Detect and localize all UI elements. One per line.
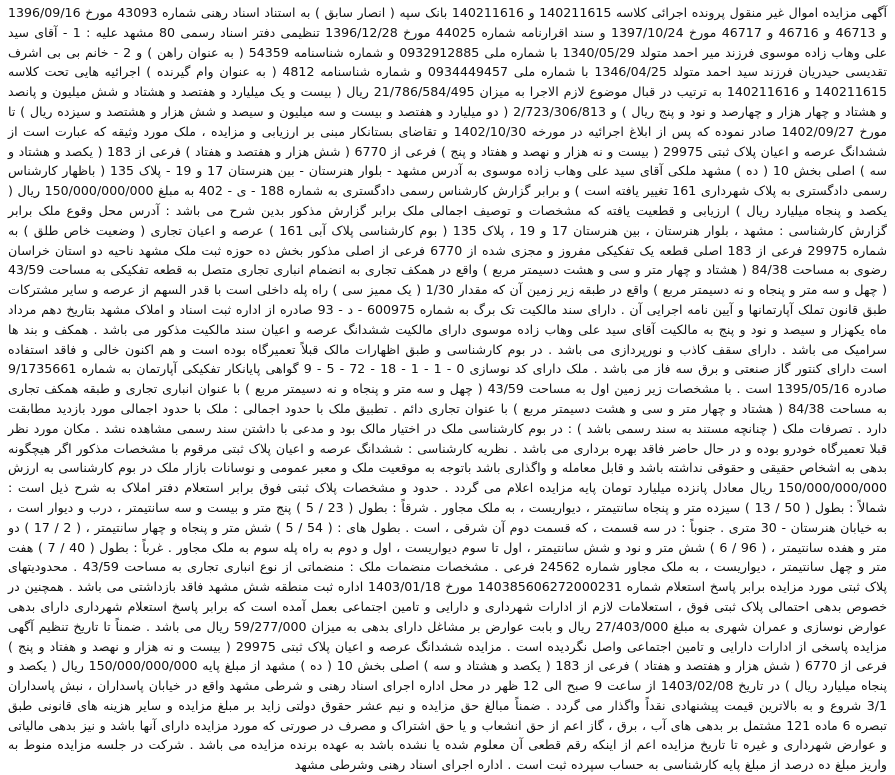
auction-notice-text: آگهی مزایده اموال غیر منقول پرونده اجرائی کلاسه 140211615 و 140211616 بانک سپه ( انصار سابق ) به استناد اسناد رهنی شماره 43093 مورخ 1396/09/16 و 46713 و 46716 و 46717 مورخ 1397/10/24 و سند اقرارنامه شماره 44025 مورخ 1396/12/28 تنظیمی دفتر اسناد رسمی 80 مشهد علیه : 1 - آقای سید علی وهاب زاده موسوی فرزند میر احمد متولد 1340/05/29 با شماره ملی 0932912885 و شماره شناسنامه 54359 ( به عنوان راهن ) و 2 - خانم بی بی اشرف تقدیسی حیدریان فرزند سید احمد متولد 1346/04/25 با شماره ملی 0934449457 و شماره شناسنامه 4812 ( به عنوان وام گیرنده ) اجرائیه هایی تحت کلاسه 140211615 و 140211616 به ترتیب در قبال موضوع لازم الاجرا به میزان 21/786/584/495 ریال ( بیست و یک میلیارد و هفتصد و هشتاد و شش میلیون و پانصد و هشتاد و چهار هزار و چهارصد و نود و پنج ریال ) و 2/723/306/813 ( دو میلیارد و هفتصد و بیست و سه میلیون و سیصد و شش هزار و هشتصد و سیزده ریال ) تا مورخ 1402/09/27 صادر نموده که پس از ابلاغ اجرائیه در مورخه 1402/10/30 و تقاضای بستانکار مبنی بر ارزیابی و مزایده ، ملک مورد وثیقه که عبارت است از ششدانگ عرصه و اعیان پلاک ثبتی 29975 ( بیست و نه هزار و نهصد و هفتاد و پنج ) فرعی از 6770 ( شش هزار و هفتصد و هفتاد ) فرعی از 183 ( یکصد و هشتاد و سه ) اصلی بخش 10 ( ده ) مشهد ملکی آقای سید علی وهاب زاده موسوی به آدرس مشهد - بلوار هنرستان - بین هنرستان 17 و 19 - پلاک 135 ( باظهار کارشناس رسمی دادگستری به پلاک شهرداری 161 تغییر یافته است ) و برابر گزارش کارشناس رسمی دادگستری به شماره 188 - ی - 402 به مبلغ 150/000/000/000 ریال ( یکصد و پنجاه میلیارد ریال ) ارزیابی و قطعیت یافته که مشخصات و توصیف اجمالی ملک برابر گزارش مذکور بدین شرح می باشد : آدرس محل وقوع ملک برابر گزارش کارشناسی : مشهد ، بلوار هنرستان ، بین هنرستان 17 و 19 ، پلاک 135 ( بوم کارشناسی پلاک آبی 161 ) عرصه و اعیان تجاری ( وضعیت خاص طلق ) به شماره 29975 فرعی از 183 اصلی قطعه یک تفکیکی مفروز و مجزی شده از 6770 فرعی از اصلی مذکور بخش ده حوزه ثبت ملک مشهد ناحیه دو استان خراسان رضوی به مساحت 84/38 ( هشتاد و چهار متر و سی و هشت دسیمتر مربع ) واقع در همکف تجاری به انضمام انباری تجاری متصل به قطعه تفکیکی به مساحت 43/59 ( چهل و سه متر و پنجاه و نه دسیمتر مربع ) واقع در طبقه زیر زمین آن که مقدار 1/30 ( یک ممیز سی ) راه پله داخلی است با قدر السهم از عرصه و سایر مشترکات طبق قانون تملک آپارتمانها و آیین نامه اجرایی آن . دارای سند مالکیت تک برگ به شماره 600975 - د - 93 صادره از اداره ثبت اسناد و املاک مشهد بتاریخ دهم مرداد ماه یکهزار و سیصد و نود و پنج به مالکیت آقای سید علی وهاب زاده موسوی دارای مالکیت ششدانگ عرصه و اعیان سند مالکیت مذکور می باشد . همکف و بند ها سرامیک می باشد . دارای سقف کاذب و نورپردازی می باشد . در بوم کارشناسی و طبق اظهارات مالک قبلاً تعمیرگاه بوده است و هم اکنون خالی و فاقد استفاده است دارای کنتور گاز صنعتی و برق سه فاز می باشد . ملک دارای کد نوسازی 0 - 1 - 1 - 18 - 72 - 5 - 9 گواهی پایانکار تفکیکی آپارتمان به شماره 9/1735661 صادره 1395/05/16 است . با مشخصات زیر زمین اول به مساحت 43/59 ( چهل و سه متر و پنجاه و نه دسیمتر مربع ) با عنوان انباری تجاری و طبقه همکف تجاری به مساحت 84/38 ( هشتاد و چهار متر و سی و هشت دسیمتر مربع ) با عنوان تجاری دائم . تطبیق ملک با حدود اجمالی : ملک با حدود اجمالی مورد بازدید مطابقت دارد . تصرفات ملک ( چنانچه مستند به سند رسمی باشد ) : در بوم کارشناسی ملک در اختیار مالک بود و مدعی با داشتن سند رسمی مشاهده نشد . مکان مورد نظر قبلا تعمیرگاه خودرو بوده و در حال حاضر فاقد بهره برداری می باشد . نظریه کارشناسی : ششدانگ عرصه و اعیان پلاک ثبتی مرقوم با مشخصات مذکور اگر هیچگونه بدهی به اشخاص حقیقی و حقوقی نداشته باشد و قابل معامله و واگذاری باشد باتوجه به موقعیت ملک و معبر عمومی و نوسانات بازار ملک در بوم کارشناسی به ارزش 150/000/000/000 ریال معادل پانزده میلیارد تومان پایه مزایده اعلام می گردد . حدود و مشخصات پلاک ثبتی فوق برابر استعلام دفتر املاک به شرح ذیل است : شمالاً : بطول ( 50 / 13 ) سیزده متر و پنجاه سانتیمتر ، دیواریست ، به ملک مجاور . شرقاً : بطول ( 23 / 5 ) پنج متر و بیست و سه سانتیمتر ، درب و دیوار است ، به خیابان هنرستان - 30 متری . جنوباً : در سه قسمت ، که قسمت دوم آن شرقی ، است . بطول های : ( 54 / 5 ) شش متر و پنجاه و چهار سانتیمتر ، ( 2 / 17 ) دو متر و هفده سانتیمتر ، ( 96 / 6 ) شش متر و نود و شش سانتیمتر ، اول تا سوم دیواریست ، اول و دوم به راه پله سوم به ملک مجاور . غرباً : بطول ( 40 / 7 ) هفت متر و چهل سانتیمتر ، دیواریست ، به ملک مجاور شماره 24562 فرعی . مشخصات منضمات ملک : منضماتی از نوع انباری تجاری به مساحت 43/59 . محدودیتهای پلاک ثبتی مورد مزایده برابر پاسخ استعلام شماره 140385606272000231 مورخ 1403/01/18 اداره ثبت منطقه شش مشهد فاقد بازداشتی می باشد . همچنین در خصوص بدهی احتمالی پلاک ثبتی فوق ، استعلامات لازم از ادارات شهرداری و دارایی و تامین اجتماعی بعمل آمده است که برابر پاسخ استعلام شهرداری دارای بدهی عوارض نوسازی و عمران شهری به مبلغ 27/403/000 ریال و بابت عوارض بر مشاغل دارای بدهی به میزان 59/277/000 ریال می باشد . ضمناً تا تاریخ تنظیم آگهی مزایده پاسخی از ادارات دارایی و تامین اجتماعی واصل نگردیده است . مزایده ششدانگ عرصه و اعیان پلاک ثبتی 29975 ( بیست و نه هزار و نهصد و هفتاد و پنج ) فرعی از 6770 ( شش هزار و هفتصد و هفتاد ) فرعی از 183 ( یکصد و هشتاد و سه ) اصلی بخش 10 ( ده ) مشهد از مبلغ پایه 150/000/000/000 ریال ( یکصد و پنجاه میلیارد ریال ) در تاریخ 1403/02/08 از ساعت 9 صبح الی 12 ظهر در محل اداره اجرای اسناد رهنی و شرطی مشهد واقع در خیابان پاسداران ، نبش پاسداران 3/1 شروع و به بالاترین قیمت پیشنهادی نقداً واگذار می گردد . ضمناً مبالغ حق مزایده و نیم عشر حقوق دولتی زاید بر مبلغ مزایده و سایر هزینه های قانونی طبق تبصره 6 ماده 121 مشتمل بر بدهی های آب ، برق ، گاز اعم از حق انشعاب و یا حق اشتراک و مصرف در صورتی که مورد مزایده دارای آنها باشد و نیز بدهی مالیاتی و عوارض شهرداری و غیره تا تاریخ مزایده اعم از اینکه رقم قطعی آن معلوم شده یا نشده باشد به عهده برنده مزایده می باشد . شرکت در جلسه مزایده منوط به واریز مبلغ ده درصد از مبلغ پایه کارشناسی به حساب سپرده ثبت است . اداره اجرای اسناد رهنی وشرطی مشهد xyxy=(8,5,888,773)
